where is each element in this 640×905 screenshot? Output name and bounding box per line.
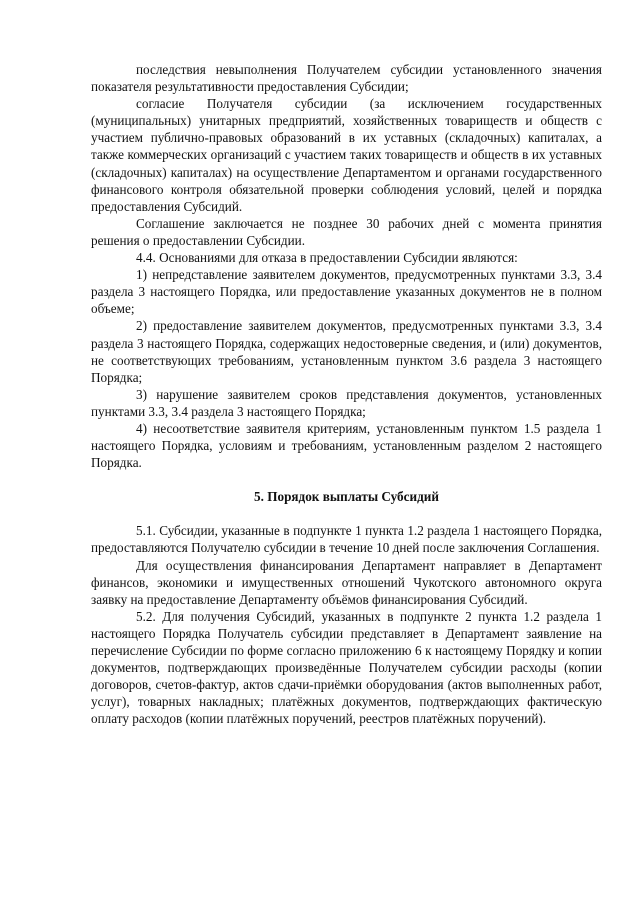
paragraph: 4.4. Основаниями для отказа в предоставлении Субсидии являются: <box>136 250 518 266</box>
paragraph: согласие Получателя субсидии (за исключением государственных (муниципальных) унитарных предприятий, хозяйственных товариществ и обществ с участием публично-правовых образований в их уставных (складочных) капиталах, а также коммерческих организаций с участием таких товариществ и обществ в их уставных (складочных) капиталах) на осуществление Департаментом и органами государственного финансового контроля обязательной проверки соблюдения условий, целей и порядка предоставления Субсидий. <box>91 96 602 214</box>
list-item: 2) предоставление заявителем документов, предусмотренных пунктами 3.3, 3.4 раздела 3 настоящего Порядка, содержащих недостоверные сведения, и (или) документов, не соответствующих требованиям, установленным пунктом 3.6 раздела 3 настоящего Порядка; <box>91 318 602 385</box>
paragraph: 5.1. Субсидии, указанные в подпункте 1 пункта 1.2 раздела 1 настоящего Порядка, предоставляются Получателю субсидии в течение 10 дней после заключения Соглашения. <box>91 523 602 556</box>
paragraph: 5.2. Для получения Субсидий, указанных в подпункте 2 пункта 1.2 раздела 1 настоящего Порядка Получатель субсидии представляет в Департамент заявление на перечисление Субсидии по форме согласно приложению 6 к настоящему Порядку и копии документов, подтверждающих произведённые Получателем субсидии расходы (копии договоров, счетов-фактур, актов сдачи-приёмки оборудования (актов выполненных работ, услуг), товарных накладных; платёжных документов, подтверждающих фактическую оплату расходов (копии платёжных поручений, реестров платёжных поручений). <box>91 608 602 727</box>
paragraph: Для осуществления финансирования Департамент направляет в Департамент финансов, экономики и имущественных отношений Чукотского автономного округа заявку на предоставление Департаменту объёмов финансирования Субсидий. <box>91 557 602 607</box>
section-heading: 5. Порядок выплаты Субсидий <box>254 489 439 505</box>
paragraph: Соглашение заключается не позднее 30 рабочих дней с момента принятия решения о предоставлении Субсидии. <box>91 215 602 248</box>
list-item: 1) непредставление заявителем документов, предусмотренных пунктами 3.3, 3.4 раздела 3 настоящего Порядка, или предоставление указанных документов не в полном объеме; <box>91 267 602 317</box>
list-item: 4) несоответствие заявителя критериям, установленным пунктом 1.5 раздела 1 настоящего Порядка, условиям и требованиям, установленным разделом 2 настоящего Порядка. <box>91 420 602 471</box>
list-item: 3) нарушение заявителем сроков представления документов, установленных пунктами 3.3, 3.4 раздела 3 настоящего Порядка; <box>91 386 602 419</box>
paragraph: последствия невыполнения Получателем субсидии установленного значения показателя результативности предоставления Субсидии; <box>91 62 602 95</box>
